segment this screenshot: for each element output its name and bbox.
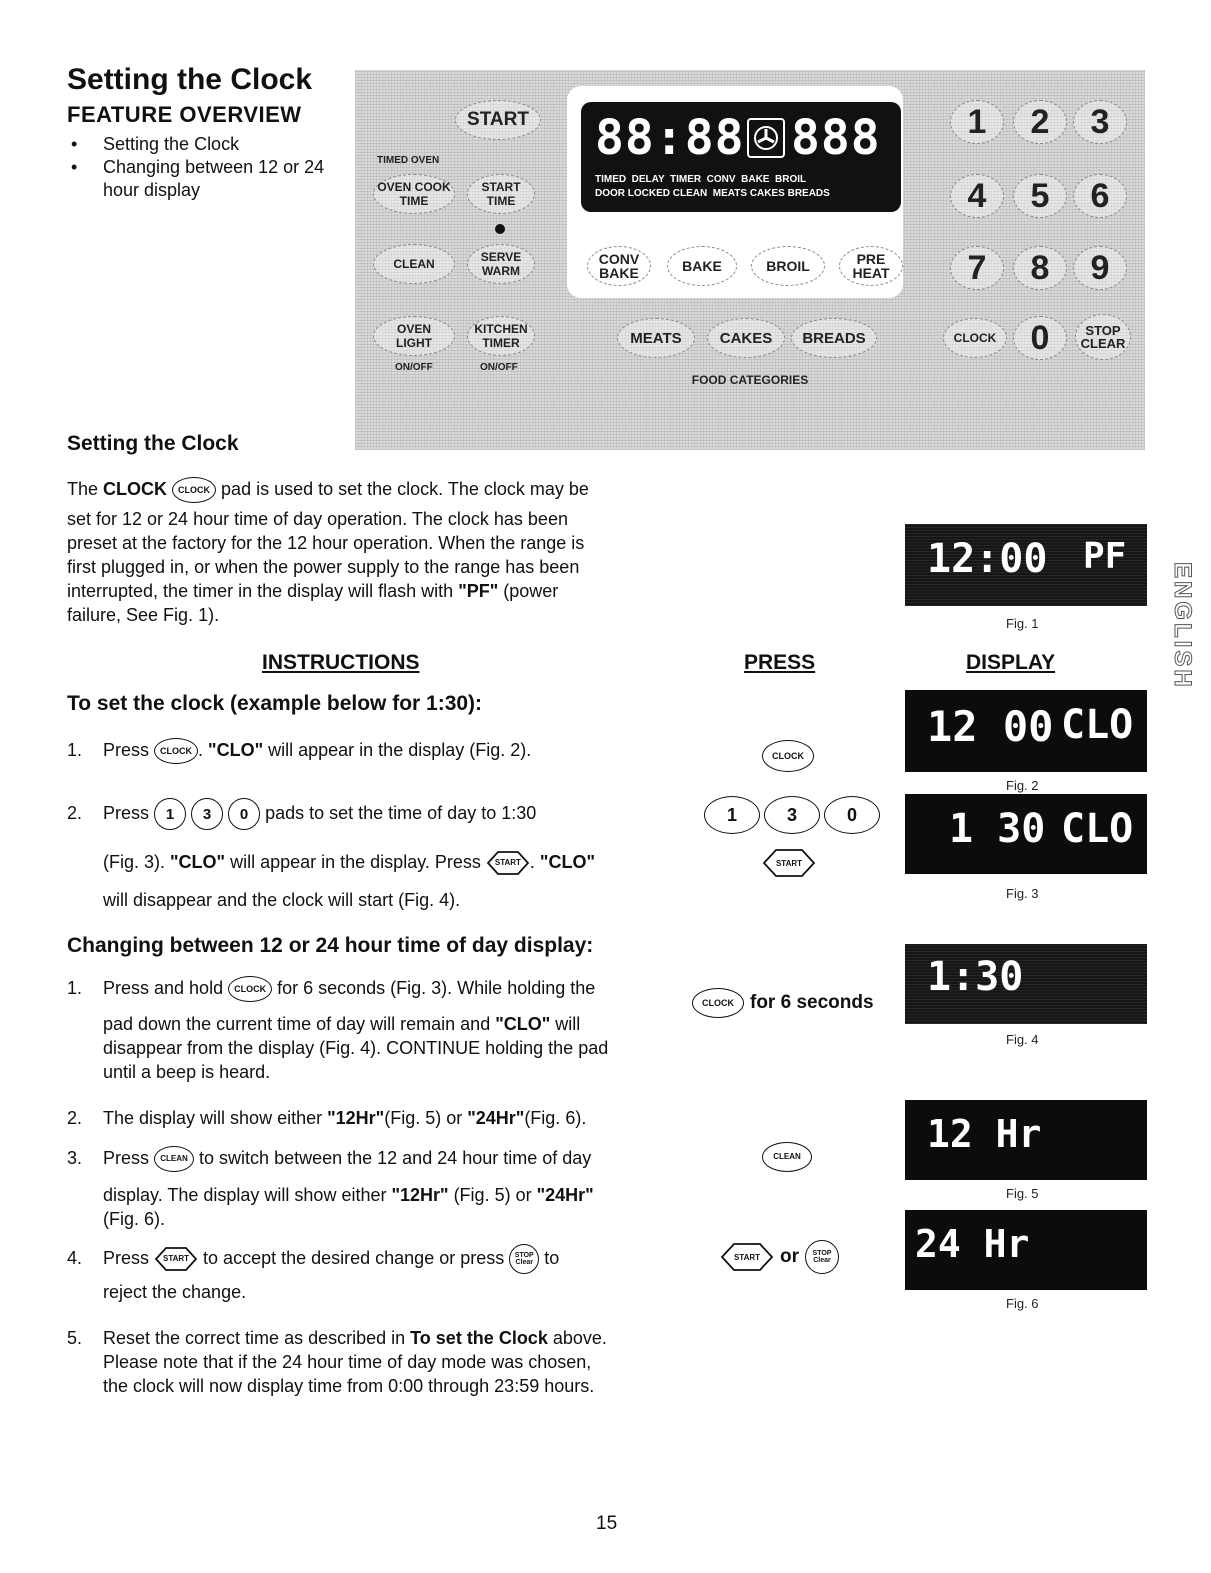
figure-left-text: 12:00 (927, 536, 1048, 582)
digit-1-pad-icon: 1 (704, 796, 760, 834)
key-9[interactable]: 9 (1073, 246, 1127, 290)
step-number: 3. (67, 1148, 83, 1168)
display-figure-2 (905, 690, 1147, 772)
clean-pad-icon: CLEAN (154, 1146, 194, 1172)
key-6[interactable]: 6 (1073, 174, 1127, 218)
stop-clear-key[interactable] (1075, 314, 1131, 360)
text: first plugged in, or when the power supply to the range has been (67, 557, 580, 577)
figure-caption: Fig. 2 (1006, 778, 1039, 793)
step-number: 5. (67, 1328, 83, 1348)
meats-key[interactable]: MEATS (617, 318, 695, 358)
figure-right-text: CLO (1061, 702, 1134, 748)
list-item: • Changing between 12 or 24 hour display (69, 156, 339, 202)
digit-3-pad-icon: 3 (191, 798, 223, 830)
page-number: 15 (596, 1513, 618, 1534)
text: will appear in the display (Fig. 2). (263, 740, 532, 760)
key-1[interactable]: 1 (950, 100, 1004, 144)
text-bold: "24Hr" (467, 1108, 525, 1128)
text: (Fig. 5) or (384, 1108, 468, 1128)
indicator-light (495, 224, 505, 234)
text: Press (103, 1247, 150, 1268)
key-label: LIGHT (396, 336, 432, 350)
display-figure-3 (905, 794, 1147, 874)
text-bold: CLOCK (103, 479, 168, 499)
press-start (762, 848, 816, 878)
key-3[interactable]: 3 (1073, 100, 1127, 144)
text-bold: "24Hr" (536, 1185, 594, 1205)
text: will (550, 1014, 581, 1034)
figure-caption: Fig. 6 (1006, 1296, 1039, 1311)
pad-label: START (775, 858, 803, 868)
set-step-2 (67, 798, 687, 830)
text: (power (498, 581, 559, 601)
key-label: HEAT (852, 265, 890, 281)
key-label: OVEN COOK (377, 180, 451, 194)
text: above. (547, 1328, 607, 1348)
text-bold: "CLO" (170, 852, 226, 872)
text-bold: "CLO" (539, 852, 595, 872)
key-label: KITCHEN (474, 322, 528, 336)
text: (Fig. 6). (524, 1108, 587, 1128)
text: display. The display will show either (103, 1185, 392, 1205)
text: to (544, 1247, 560, 1268)
set-step-1 (67, 738, 687, 764)
key-label: OVEN (396, 322, 431, 336)
kitchen-timer-on-off-label: ON/OFF (480, 362, 518, 373)
cakes-key[interactable]: CAKES (707, 318, 785, 358)
clock-key[interactable]: CLOCK (943, 318, 1007, 358)
step-number: 1. (67, 740, 83, 760)
press-digits (704, 796, 880, 834)
figure-caption: Fig. 4 (1006, 1032, 1039, 1047)
pad-label: START (162, 1254, 190, 1263)
text-bold: "12Hr" (327, 1108, 385, 1128)
key-label: BAKE (599, 265, 639, 281)
digit-3-pad-icon: 3 (764, 796, 820, 834)
start-pad-icon (720, 1242, 774, 1272)
language-side-tab: ENGLISH (1169, 562, 1196, 690)
change-step-4 (67, 1244, 687, 1274)
text-bold: "12Hr" (391, 1185, 449, 1205)
text: pad is used to set the clock. The clock may be (216, 479, 589, 499)
kitchen-timer-key[interactable] (467, 316, 535, 356)
display-temp-digits: 888 (791, 110, 881, 166)
key-label: CLEAR (1080, 336, 1126, 351)
clock-pad-icon: CLOCK (762, 740, 814, 772)
text-bold: "CLO" (208, 740, 264, 760)
text: pad down the current time of day will remain and (103, 1014, 496, 1034)
start-time-key[interactable] (467, 174, 535, 214)
text-bold: "CLO" (495, 1014, 551, 1034)
text: Press (103, 740, 150, 760)
key-0[interactable]: 0 (1013, 316, 1067, 360)
change-step-3-cont (103, 1183, 703, 1231)
figure-left-text: 1:30 (927, 954, 1024, 1000)
text: (Fig. 3). (103, 852, 171, 872)
step-number: 2. (67, 1108, 83, 1128)
oven-display (581, 102, 901, 212)
start-pad-icon (762, 848, 816, 878)
key-label: STOP (1085, 323, 1121, 338)
serve-warm-key[interactable] (467, 244, 535, 284)
bake-key[interactable]: BAKE (667, 246, 737, 286)
display-indicators-row1: TIMED DELAY TIMER CONV BAKE BROIL (595, 174, 807, 185)
text: . (529, 852, 540, 872)
text: Press and hold (103, 978, 224, 998)
text: pads to set the time of day to 1:30 (265, 802, 537, 823)
or-label: or (780, 1246, 799, 1267)
key-4[interactable]: 4 (950, 174, 1004, 218)
figure-caption: Fig. 1 (1006, 616, 1039, 631)
hold-duration-label: for 6 seconds (750, 992, 874, 1013)
start-pad-icon (486, 850, 530, 876)
change-step-2 (67, 1106, 687, 1130)
clock-pad-icon: CLOCK (154, 738, 198, 764)
press-clock (762, 740, 814, 772)
feature-overview-heading: FEATURE OVERVIEW (67, 102, 302, 127)
pre-heat-key[interactable] (839, 246, 903, 286)
text: to accept the desired change or press (203, 1247, 505, 1268)
pad-label: STOP (812, 1250, 832, 1257)
step-number: 4. (67, 1247, 83, 1268)
stop-clear-pad-icon (805, 1240, 839, 1274)
key-2[interactable]: 2 (1013, 100, 1067, 144)
step-number: 1. (67, 978, 83, 998)
text: Reset the correct time as described in (103, 1328, 411, 1348)
key-label: CONV (598, 251, 640, 267)
key-label: START (481, 180, 521, 194)
text-bold: "PF" (458, 581, 499, 601)
key-label: WARM (482, 264, 520, 278)
list-item: • Setting the Clock (69, 133, 339, 156)
key-label: SERVE (480, 250, 522, 264)
text: The (67, 479, 104, 499)
text: failure, See Fig. 1). (67, 605, 220, 625)
change-mode-heading: Changing between 12 or 24 hour time of day display: (67, 934, 594, 957)
clock-pad-icon: CLOCK (228, 976, 272, 1002)
clock-pad-icon: CLOCK (692, 988, 744, 1018)
oven-cook-time-key[interactable] (373, 174, 455, 214)
digit-0-pad-icon: 0 (228, 798, 260, 830)
set-step-2-cont (103, 850, 703, 876)
figure-left-text: 12 Hr (927, 1112, 1042, 1156)
fan-icon (747, 118, 785, 158)
display-figure-4 (905, 944, 1147, 1024)
display-header: DISPLAY (966, 651, 1056, 674)
text: (Fig. 6). (103, 1209, 166, 1229)
display-clock-digits: 88:88 (595, 110, 745, 166)
figure-left-text: 1 30 (949, 806, 1046, 852)
digit-1-pad-icon: 1 (154, 798, 186, 830)
text: disappear from the display (Fig. 4). CONTINUE holding the pad (103, 1038, 609, 1058)
change-step-1 (67, 976, 687, 1002)
text: Please note that if the 24 hour time of day mode was chosen, (103, 1352, 592, 1372)
text: preset at the factory for the 12 hour operation. When the range is (67, 533, 585, 553)
text: to switch between the 12 and 24 hour time of day (199, 1148, 592, 1168)
text: for 6 seconds (Fig. 3). While holding the (277, 978, 596, 998)
key-8[interactable]: 8 (1013, 246, 1067, 290)
oven-light-on-off-label: ON/OFF (395, 362, 433, 373)
text: Press (103, 1148, 150, 1168)
breads-key[interactable]: BREADS (791, 318, 877, 358)
change-step-4-cont: reject the change. (103, 1282, 247, 1302)
text: Press (103, 802, 150, 823)
change-step-3 (67, 1146, 687, 1172)
control-panel (355, 70, 1145, 450)
text: the clock will now display time from 0:00 through 23:59 hours. (103, 1376, 595, 1396)
figure-left-text: 24 Hr (915, 1222, 1030, 1266)
oven-light-key[interactable] (373, 316, 455, 356)
clean-pad-icon: CLEAN (762, 1142, 812, 1172)
setting-clock-heading: Setting the Clock (67, 432, 239, 455)
figure-left-text: 12 00 (927, 702, 1054, 751)
press-clock-hold (692, 988, 874, 1018)
figure-caption: Fig. 3 (1006, 886, 1039, 901)
step-number: 2. (67, 802, 83, 823)
text: set for 12 or 24 hour time of day operation. The clock has been (67, 509, 568, 529)
text: . (198, 740, 209, 760)
text: will appear in the display. Press (225, 852, 481, 872)
broil-key[interactable]: BROIL (751, 246, 825, 286)
key-label: TIME (399, 194, 429, 208)
key-label: TIME (486, 194, 516, 208)
text: until a beep is heard. (103, 1062, 271, 1082)
text: (Fig. 5) or (448, 1185, 537, 1205)
key-label: TIMER (482, 336, 520, 350)
figure-right-text: CLO (1061, 806, 1134, 852)
display-figure-5 (905, 1100, 1147, 1180)
display-figure-6 (905, 1210, 1147, 1290)
page-title: Setting the Clock (67, 63, 313, 96)
display-indicators-row2: DOOR LOCKED CLEAN MEATS CAKES BREADS (595, 188, 830, 199)
figure-caption: Fig. 5 (1006, 1186, 1039, 1201)
instructions-header: INSTRUCTIONS (262, 651, 420, 674)
timed-oven-label: TIMED OVEN (377, 155, 440, 166)
food-categories-label: FOOD CATEGORIES (691, 373, 809, 387)
change-step-1-cont (103, 1012, 703, 1084)
stop-clear-pad-icon (509, 1244, 539, 1274)
press-header: PRESS (744, 651, 816, 674)
press-clean (762, 1142, 812, 1172)
digit-0-pad-icon: 0 (824, 796, 880, 834)
change-step-5 (67, 1326, 707, 1398)
pad-label: STOP (514, 1252, 534, 1259)
press-start-or-stop (720, 1240, 839, 1274)
clean-key[interactable]: CLEAN (373, 244, 455, 284)
start-pad-icon (154, 1246, 198, 1272)
key-7[interactable]: 7 (950, 246, 1004, 290)
conv-bake-key[interactable] (587, 246, 651, 286)
setting-clock-text (67, 475, 687, 627)
start-key[interactable]: START (455, 100, 541, 140)
pad-label: START (733, 1252, 761, 1262)
key-5[interactable]: 5 (1013, 174, 1067, 218)
set-clock-heading: To set the clock (example below for 1:30): (67, 692, 483, 715)
key-label: PRE (856, 251, 886, 267)
figure-right-text: PF (1083, 536, 1127, 577)
set-step-2-end: will disappear and the clock will start (Fig. 4). (103, 890, 461, 910)
pad-label: Clear (515, 1259, 533, 1266)
feature-overview-list (69, 133, 339, 202)
text-bold: To set the Clock (410, 1328, 548, 1348)
pad-label: START (494, 858, 521, 868)
clock-pad-icon: CLOCK (172, 477, 216, 503)
text: The display will show either (103, 1108, 328, 1128)
pad-label: Clear (813, 1257, 831, 1264)
text: interrupted, the timer in the display will flash with (67, 581, 459, 601)
display-figure-1 (905, 524, 1147, 606)
